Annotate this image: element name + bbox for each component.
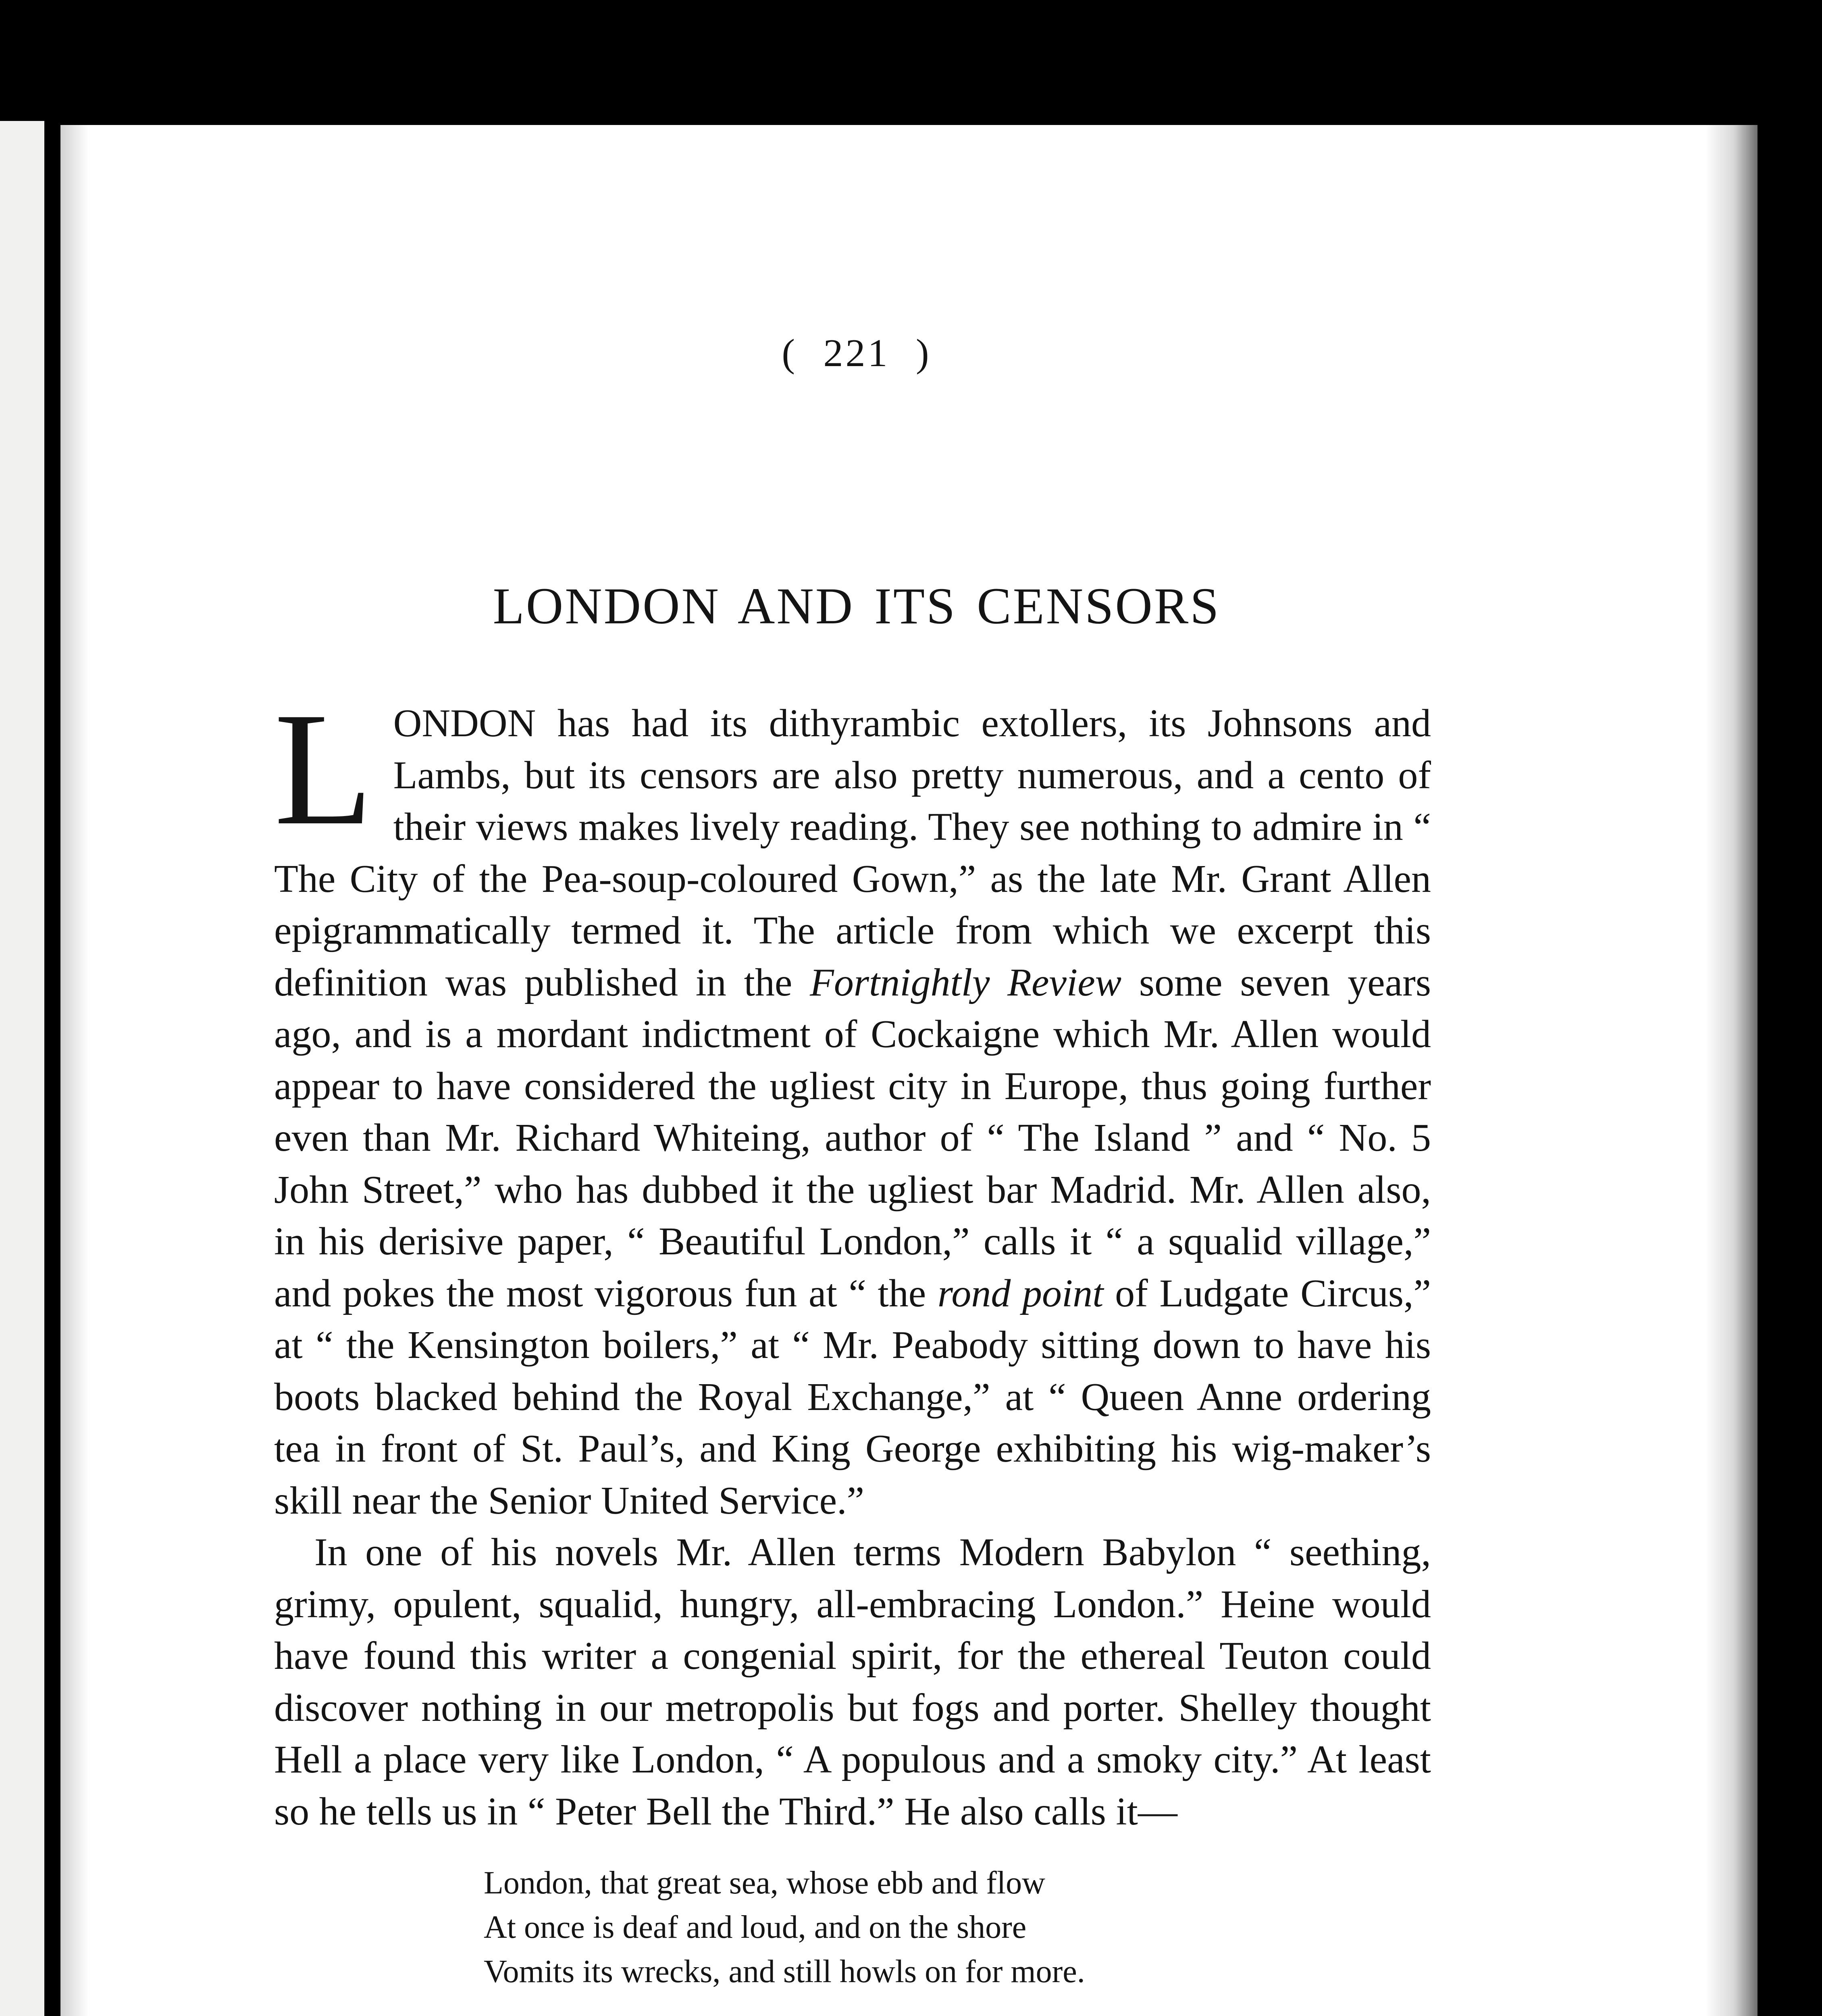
paragraph-1 xyxy=(274,679,1431,1527)
chapter-body xyxy=(274,679,1431,2016)
italic-title-fortnightly-review: Fortnightly Review xyxy=(810,960,1122,1004)
verse-quotation xyxy=(484,1861,1431,1994)
page-number: ( 221 ) xyxy=(782,331,932,375)
verse-line: At once is deaf and loud, and on the shore xyxy=(484,1910,1027,1945)
verse-line: Vomits its wrecks, and still howls on for more. xyxy=(484,1954,1085,1989)
drop-cap: L xyxy=(274,679,373,858)
paragraph-1-text-a: ONDON has had its dithyrambic extollers, its Johnsons and Lambs, but its censors are also pretty numerous, and a cento of their views makes lively reading. They see nothing to admire in “ The City of the Pea-soup-coloured Gown,” as the late Mr. Grant Allen epigrammatically termed it. The article from which we excerpt this definition was published in the xyxy=(274,702,1431,1004)
verse-line: London, that great sea, whose ebb and flow xyxy=(484,1865,1045,1901)
paragraph-1-text-c: of Ludgate Circus,” at “ the Kensington boilers,” at “ Mr. Peabody sitting down to have his boots blacked behind the Royal Exchange,” at “ Queen Anne ordering tea in front of St. Paul’s, and King George exhibiting his wig-maker’s skill near the Senior United Service.” xyxy=(274,1271,1431,1522)
paragraph-1-text-b: some seven years ago, and is a mordant indictment of Cockaigne which Mr. Allen would appear to have considered the ugliest city in Europe, thus going further even than Mr. Richard Whiteing, author of “ The Island ” and “ No. 5 John Street,” who has dubbed it the ugliest bar Madrid. Mr. Allen also, in his derisive paper, “ Beautiful London,” calls it “ a squalid village,” and pokes the most vigorous fun at “ the xyxy=(274,960,1431,1315)
paragraph-2: In one of his novels Mr. Allen terms Modern Babylon “ seething, grimy, opulent, squalid, hungry, all-embracing London.” Heine would have found this writer a congenial spirit, for the ethereal Teuton could discover nothing in our metropolis but fogs and porter. Shelley thought Hell a place very like London, “ A populous and a smoky city.” At least so he tells us in “ Peter Bell the Third.” He also calls it— xyxy=(274,1531,1431,1833)
binding-shadow xyxy=(60,125,89,2016)
facing-page-edge xyxy=(0,121,44,2016)
page-right-edge xyxy=(1705,125,1758,2016)
italic-rond-point: rond point xyxy=(937,1271,1104,1315)
chapter-title: LONDON AND ITS CENSORS xyxy=(493,577,1221,635)
